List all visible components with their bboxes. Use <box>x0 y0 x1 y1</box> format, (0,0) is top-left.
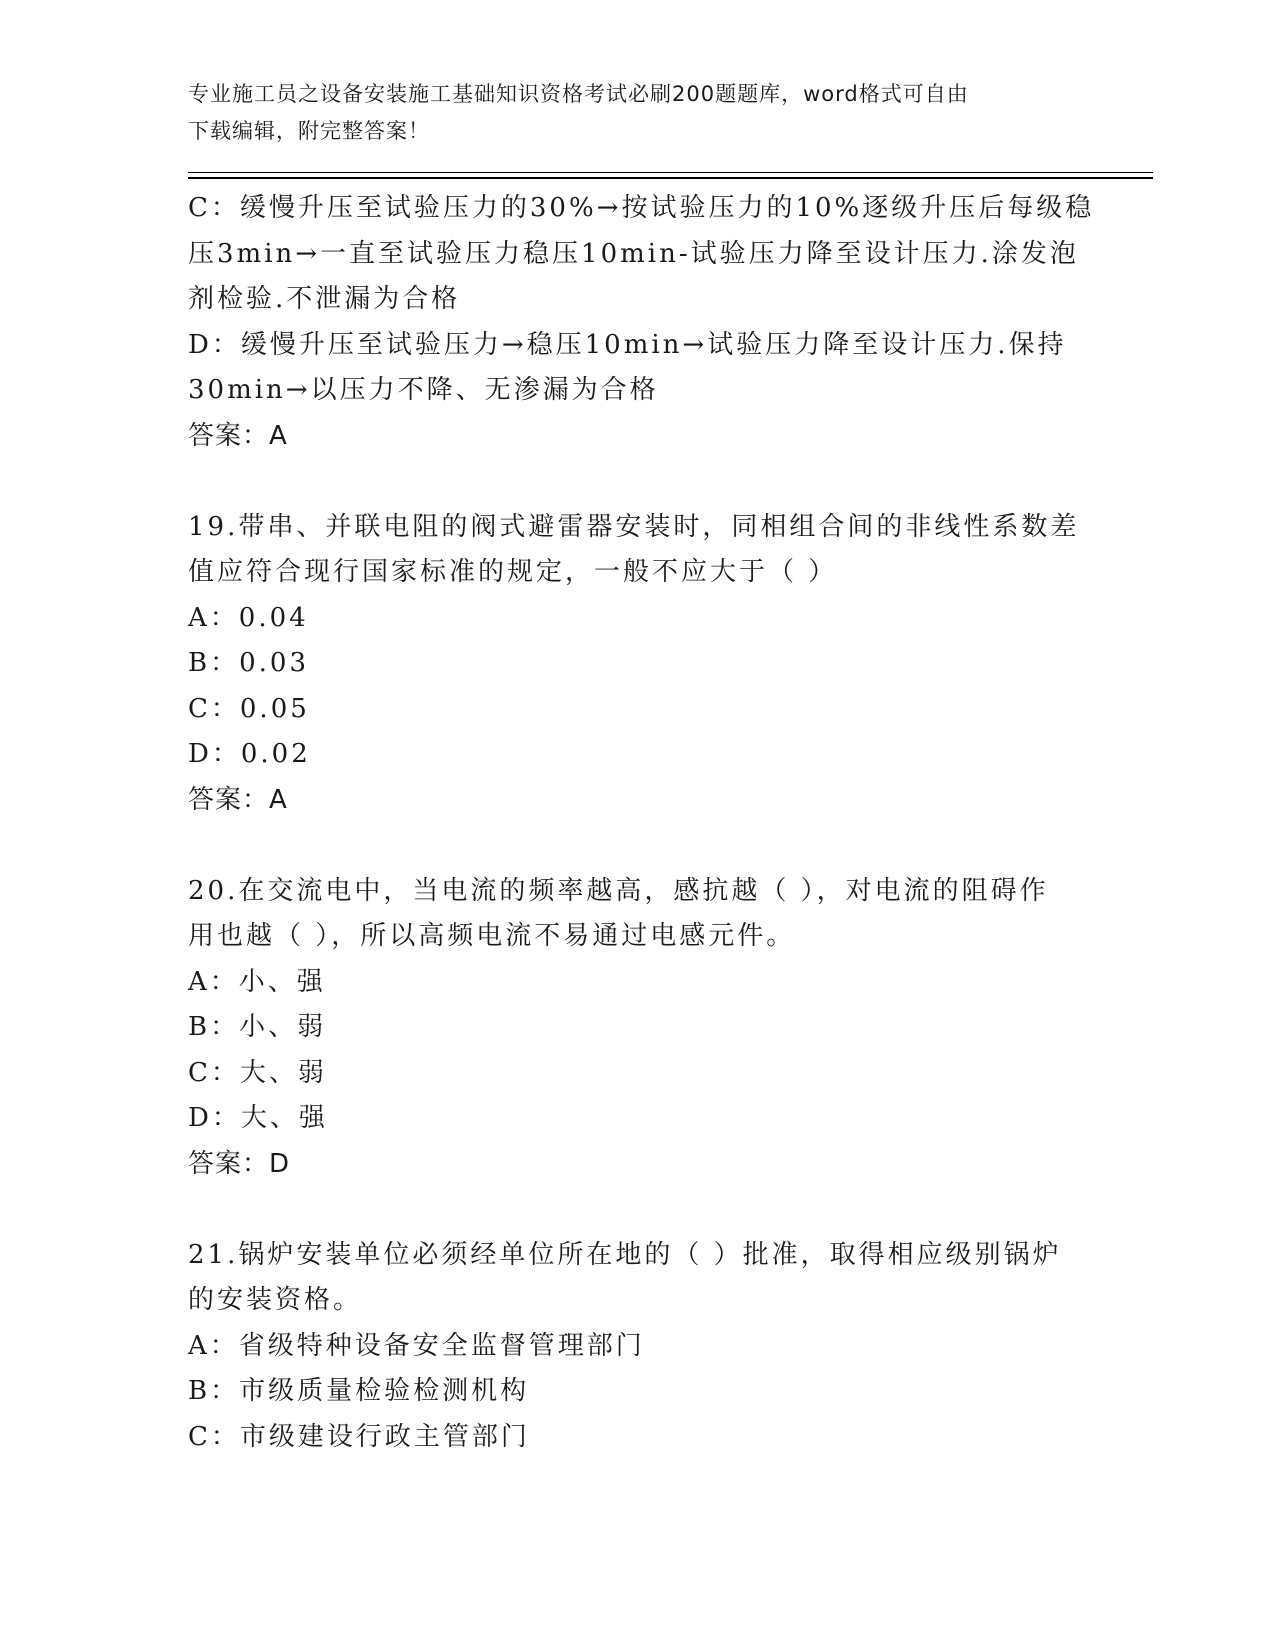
option-b: B：0.03 <box>188 648 309 678</box>
option-a: A：省级特种设备安全监督管理部门 <box>188 1330 645 1361</box>
question-stem: 用也越（ ），所以高频电流不易通过电感元件。 <box>188 921 796 951</box>
spacer <box>188 823 1088 869</box>
question-20 <box>188 869 1088 1188</box>
question-stem: 21.锅炉安装单位必须经单位所在地的（ ）批准，取得相应级别锅炉 <box>188 1239 1062 1270</box>
question-21 <box>188 1233 1088 1461</box>
option-c-line: 剂检验.不泄漏为合格 <box>188 284 461 314</box>
option-c: C：市级建设行政主管部门 <box>188 1421 530 1452</box>
option-d: D：0.02 <box>188 739 311 769</box>
option-d: D：大、强 <box>188 1103 328 1133</box>
option-b: B：小、弱 <box>188 1012 327 1042</box>
option-c: C：0.05 <box>188 693 310 724</box>
header-rule-bottom <box>188 177 1153 179</box>
answer-line: 答案：D <box>188 1148 291 1179</box>
header-line-2: 下载编辑，附完整答案！ <box>188 119 430 143</box>
spacer <box>188 459 1088 505</box>
question-19 <box>188 505 1088 824</box>
option-d-line: 30min→以压力不降、无渗漏为合格 <box>188 375 659 405</box>
header-rule-top <box>188 172 1153 173</box>
question-stem: 20.在交流电中，当电流的频率越高，感抗越（ ），对电流的阻碍作 <box>188 875 1049 906</box>
option-d-line: D：缓慢升压至试验压力→稳压10min→试验压力降至设计压力.保持 <box>188 329 1067 360</box>
answer-line: 答案：A <box>188 784 288 815</box>
header-line-1: 专业施工员之设备安装施工基础知识资格考试必刷200题题库，word格式可自由 <box>188 82 969 106</box>
question-stem: 的安装资格。 <box>188 1285 363 1315</box>
option-c-line: C：缓慢升压至试验压力的30%→按试验压力的10%逐级升压后每级稳 <box>188 193 1095 223</box>
option-a: A：小、强 <box>188 966 326 997</box>
option-c: C：大、弱 <box>188 1057 327 1088</box>
question-stem: 值应符合现行国家标准的规定，一般不应大于（ ） <box>188 557 838 587</box>
spacer <box>188 1187 1088 1233</box>
option-b: B：市级质量检验检测机构 <box>188 1376 530 1406</box>
option-a: A：0.04 <box>188 602 309 633</box>
document-body <box>188 186 1095 1460</box>
question-stem: 19.带串、并联电阻的阀式避雷器安装时，同相组合间的非线性系数差 <box>188 511 1080 542</box>
previous-question-tail <box>188 186 1095 459</box>
answer-line: 答案：A <box>188 420 288 451</box>
document-header <box>188 76 1068 150</box>
option-c-line: 压3min→一直至试验压力稳压10min-试验压力降至设计压力.涂发泡 <box>188 238 1079 269</box>
